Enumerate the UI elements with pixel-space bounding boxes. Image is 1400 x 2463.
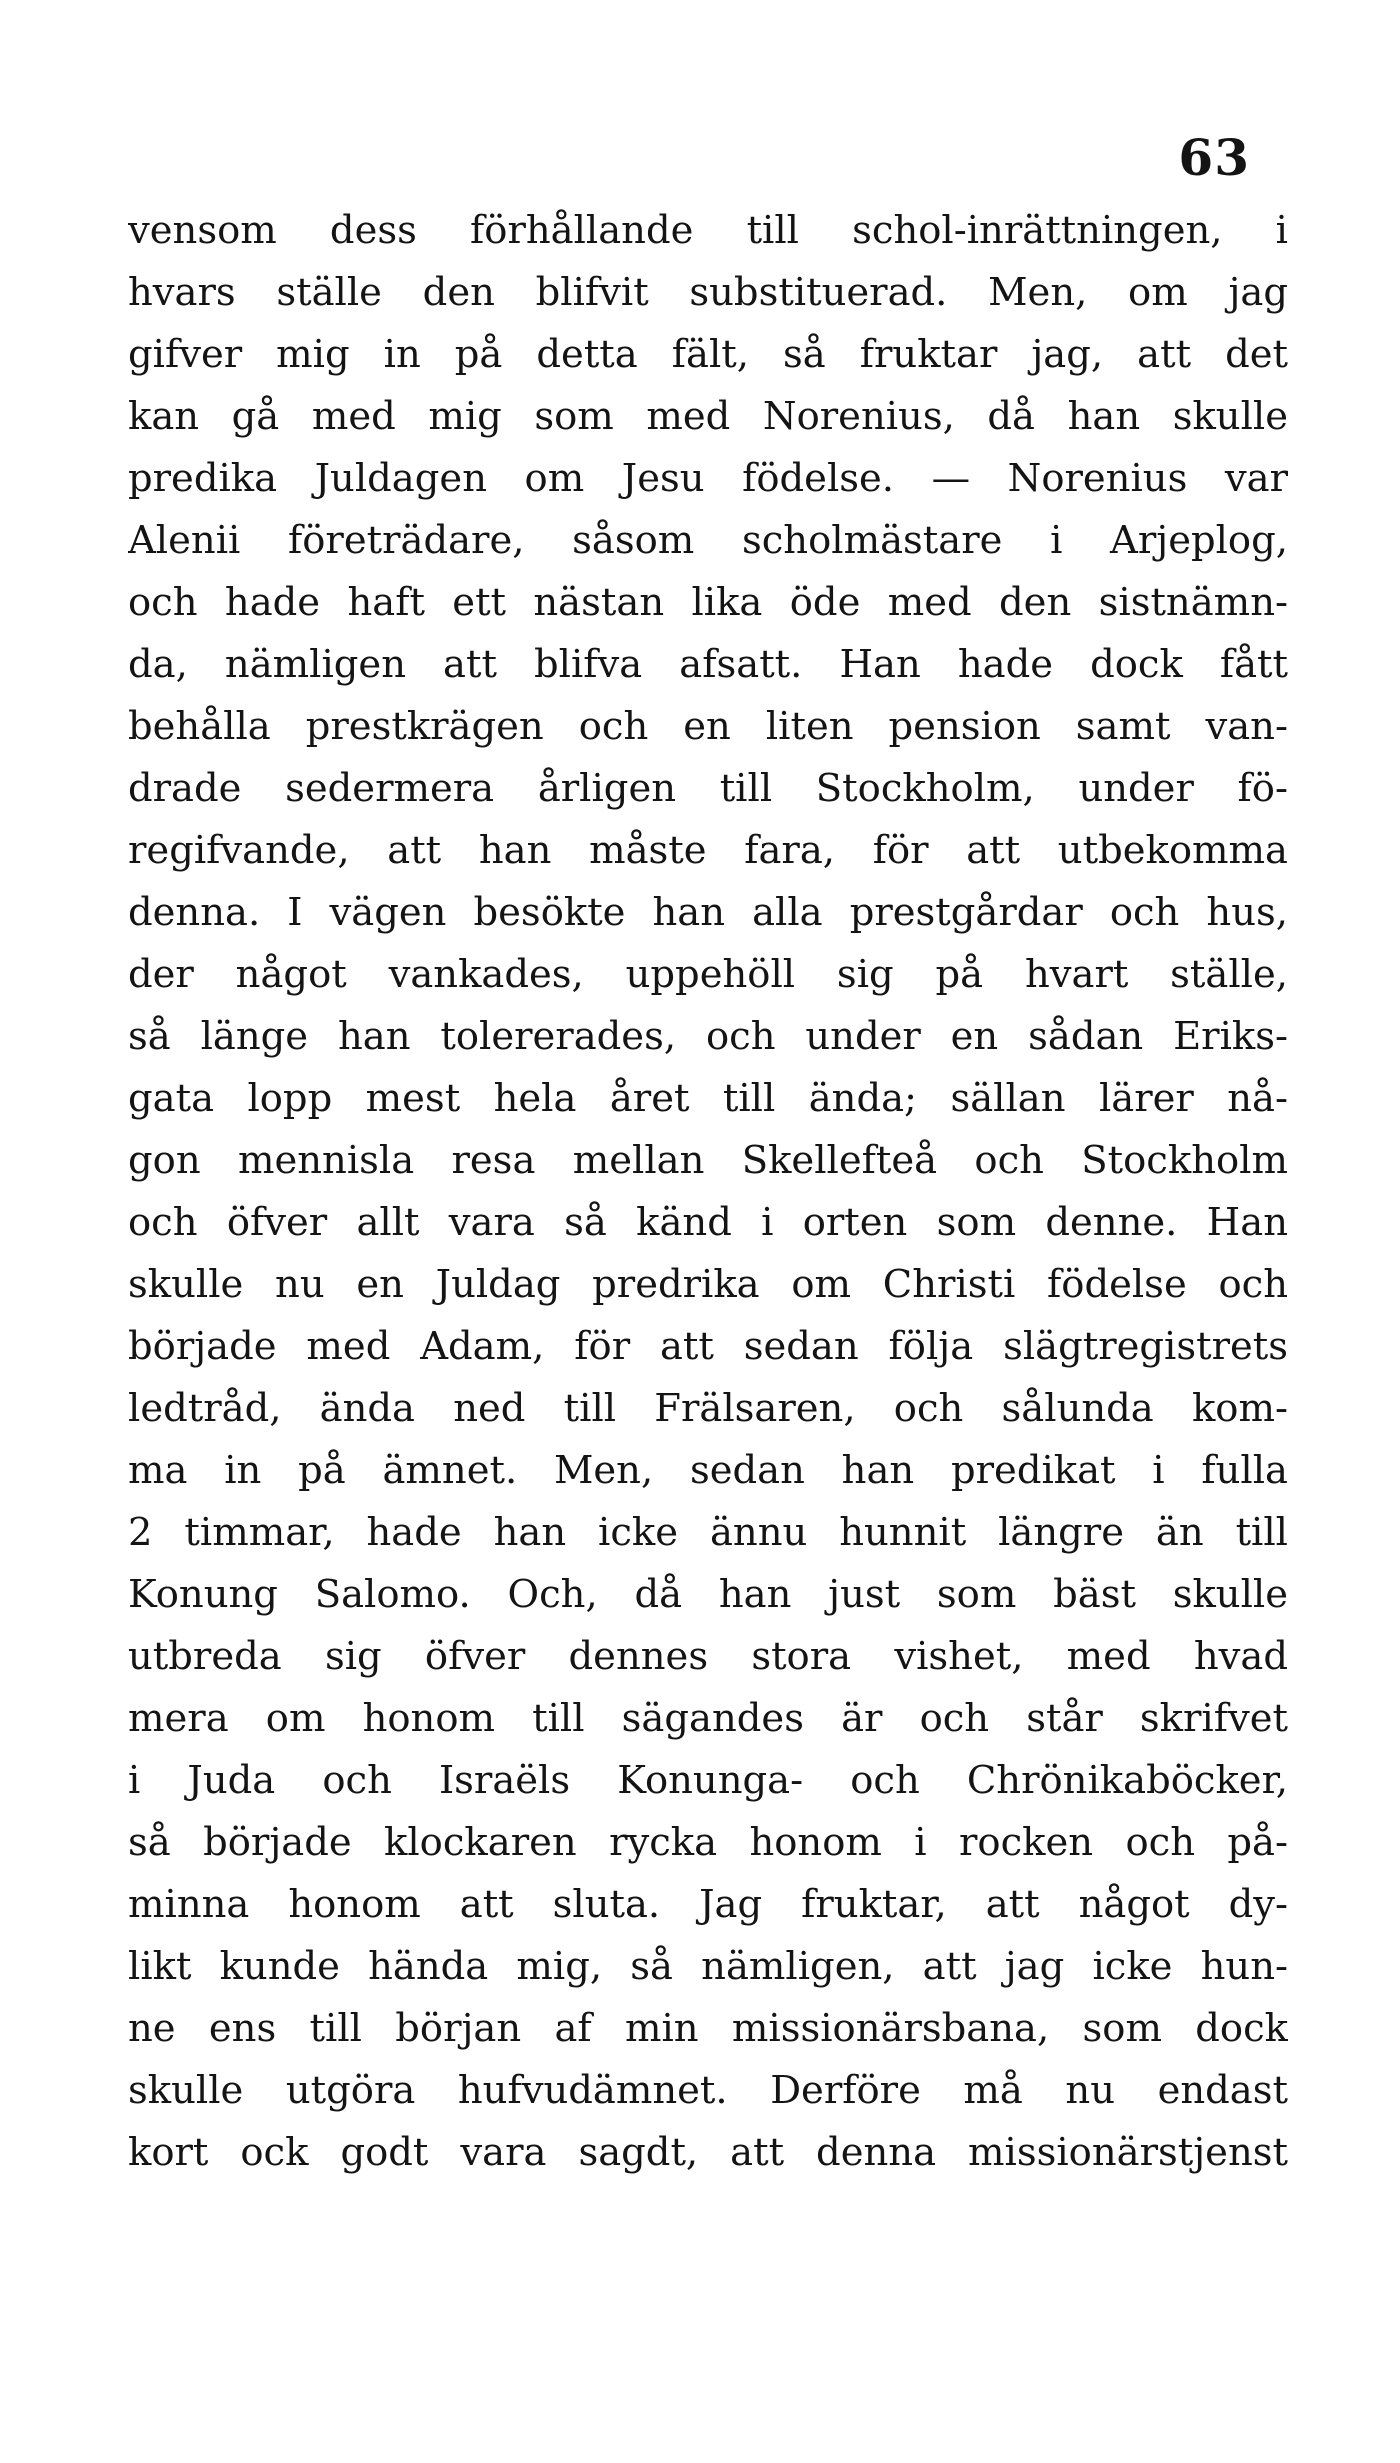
- text-line: mera om honom till sägandes är och står skrifvet: [128, 1696, 1288, 1741]
- text-line: predika Juldagen om Jesu födelse. — Norenius var: [128, 456, 1288, 501]
- text-line: ne ens till början af min missionärsbana, som dock: [128, 2006, 1288, 2051]
- body-text: [128, 200, 1288, 2184]
- text-line: drade sedermera årligen till Stockholm, under fö-: [128, 766, 1288, 811]
- text-line: skulle nu en Juldag predrika om Christi födelse och: [128, 1262, 1288, 1307]
- text-line: hvars ställe den blifvit substituerad. Men, om jag: [128, 270, 1288, 315]
- text-line: regifvande, att han måste fara, för att utbekomma: [128, 828, 1288, 873]
- text-line: vensom dess förhållande till schol-inrättningen, i: [128, 208, 1288, 253]
- text-line: kan gå med mig som med Norenius, då han skulle: [128, 394, 1288, 439]
- text-line: likt kunde hända mig, så nämligen, att jag icke hun-: [128, 1944, 1288, 1989]
- text-line: behålla prestkrägen och en liten pension samt van-: [128, 704, 1288, 749]
- text-line: denna. I vägen besökte han alla prestgårdar och hus,: [128, 890, 1288, 935]
- text-line: 2 timmar, hade han icke ännu hunnit längre än till: [128, 1510, 1288, 1555]
- text-line: utbreda sig öfver dennes stora vishet, med hvad: [128, 1634, 1288, 1679]
- text-line: började med Adam, för att sedan följa slägtregistrets: [128, 1324, 1288, 1369]
- text-line: minna honom att sluta. Jag fruktar, att något dy-: [128, 1882, 1288, 1927]
- text-line: da, nämligen att blifva afsatt. Han hade dock fått: [128, 642, 1288, 687]
- text-line: ledtråd, ända ned till Frälsaren, och sålunda kom-: [128, 1386, 1288, 1431]
- text-line: gon mennisla resa mellan Skellefteå och Stockholm: [128, 1138, 1288, 1183]
- text-line: så började klockaren rycka honom i rocken och på-: [128, 1820, 1288, 1865]
- text-line: kort ock godt vara sagdt, att denna missionärstjenst: [128, 2130, 1288, 2175]
- text-line: gifver mig in på detta fält, så fruktar jag, att det: [128, 332, 1288, 377]
- text-line: skulle utgöra hufvudämnet. Derföre må nu endast: [128, 2068, 1288, 2113]
- text-line: ma in på ämnet. Men, sedan han predikat i fulla: [128, 1448, 1288, 1493]
- text-line: Konung Salomo. Och, då han just som bäst skulle: [128, 1572, 1288, 1617]
- text-line: och hade haft ett nästan lika öde med den sistnämn-: [128, 580, 1288, 625]
- text-line: gata lopp mest hela året till ända; sällan lärer nå-: [128, 1076, 1288, 1121]
- text-line: så länge han tolererades, och under en sådan Eriks-: [128, 1014, 1288, 1059]
- text-line: der något vankades, uppehöll sig på hvart ställe,: [128, 952, 1288, 997]
- text-line: och öfver allt vara så känd i orten som denne. Han: [128, 1200, 1288, 1245]
- text-line: i Juda och Israëls Konunga- och Chrönikaböcker,: [128, 1758, 1288, 1803]
- page-number: 63: [1178, 128, 1250, 187]
- text-line: Alenii företrädare, såsom scholmästare i Arjeplog,: [128, 518, 1288, 563]
